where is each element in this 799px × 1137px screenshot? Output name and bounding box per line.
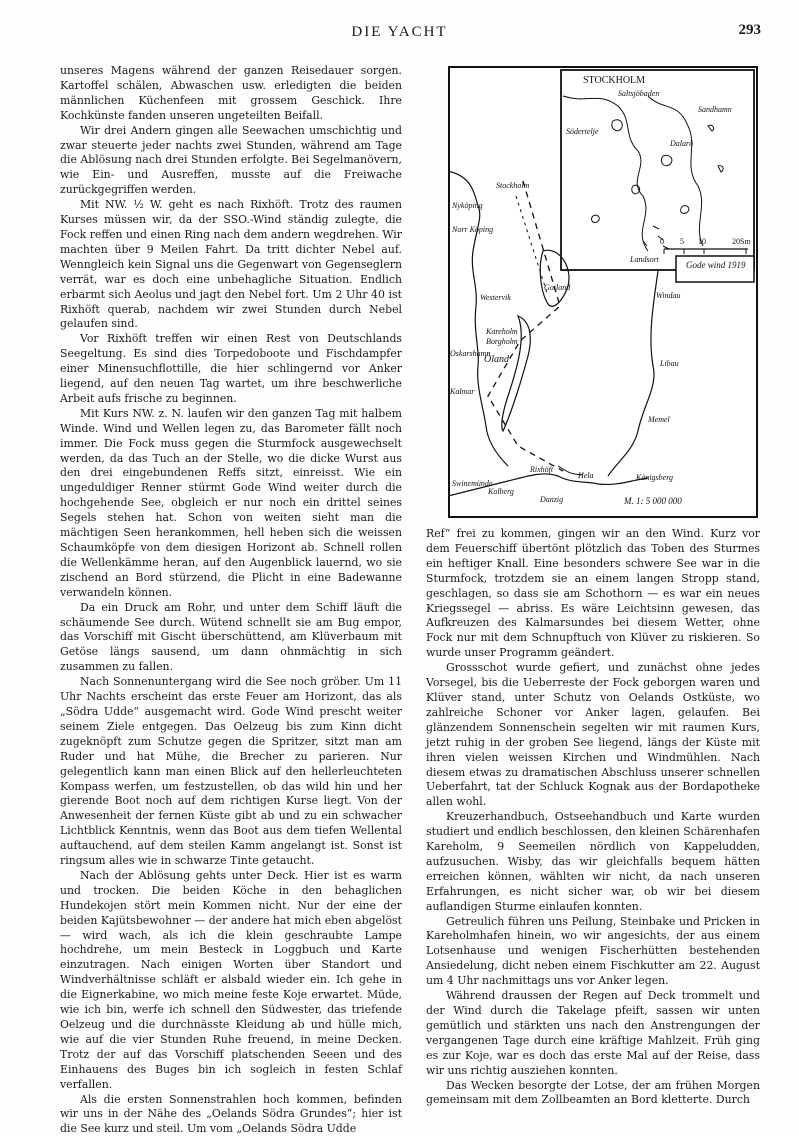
map-label: Hela [578,471,594,480]
paragraph: Während draussen der Regen auf Deck trommelt und der Wind durch die Takelage pfeift, sassen wir unten gemütlich und stärkten uns nach den Anstrengungen der vergangenen Tage durch eine kräftige Mahlzeit. Früh ging es zur Koje, war es doch das erste Mal auf der Reise, dass wir uns richtig ausziehen konnten. [426,989,760,1077]
paragraph: Ref“ frei zu kommen, gingen wir an den Wind. Kurz vor dem Feuerschiff übertönt plötzlich das Toben des Sturmes ein heftiger Knall. Eine besonders schwere See war in die Sturmfock, trotzdem sie an einem langen Stropp stand, geschlagen, so dass sie am Schothorn — es war ein neues Kriegssegel — abriss. Es wäre Leichtsinn gewesen, das Aufkreuzen des Kalmarsundes bei diesem Wetter, ohne Fock nur mit dem Schnupftuch von Klüver zu riskieren. So wurde unser Programm geändert. [426,527,760,660]
map-label: Sandhamn [698,105,732,114]
map-label: Danzig [540,495,564,504]
map-label: Nyköping [452,201,483,210]
paragraph: Nach Sonnenuntergang wird die See noch gröber. Um 11 Uhr Nachts erscheint das erste Feuer am Horizont, das als „Södra Udde“ ausgemacht wird. Gode Wind prescht weiter seinem Ziele entgegen. Das Oelzeug bis zum Kinn dicht zugeknöpft zum Schutze gegen die Spritzer, sitzt man am Ruder und hat Mühe, die Brecher zu parieren. Nur gelegentlich kann man einen Blick auf den hellerleuchteten Kompass werfen, um festzustellen, ob das wild hin und her gierende Boot noch auf dem richtigen Kurse liegt. Von der Anwesenheit der fernen Küste gibt ab und zu ein schwacher Lichtblick Kenntnis, wenn das Boot aus dem tiefen Wellental auftauchend, auf dem steilen Kamm angelangt ist. Sonst ist ringsum alles wie in schwarze Tinte getaucht. [60,675,402,868]
paragraph: Getreulich führen uns Peilung, Steinbake und Pricken in Kareholmhafen hinein, wo wir angesichts, der aus einem Lotsenhause und wenigen Fischerhütten bestehenden Ansiedelung, dicht neben einem Fischkutter am 22. August um 4 Uhr nachmittags uns vor Anker legen. [426,914,760,988]
right-column [426,527,760,1108]
paragraph: Vor Rixhöft treffen wir einen Rest von Deutschlands Seegeltung. Es sind dies Torpedoboote und Fischdampfer einer Minensuchflottille, die hier schlingernd vor Anker liegend, auf den neuen Tag wartet, um ihre beschwerliche Arbeit aufs frische zu beginnen. [60,332,402,405]
map-label: Gotland [544,283,571,292]
map-label: Landsort [630,255,659,264]
paragraph: Mit NW. ½ W. geht es nach Rixhöft. Trotz des raumen Kurses müssen wir, da der SSO.-Wind ständig zulegte, die Fock reffen und einen Ring nach dem andern wegdrehen. Wir machten über 9 Meilen Fahrt. Da tritt dichter Nebel auf. Wenngleich kein Signal uns die Gegenwart von Gegenseglern verrät, war es doch eine unbehagliche Situation. Endlich erbarmt sich Aeolus und jagt den Nebel fort. Um 2 Uhr 40 ist Rixhöft querab, nachdem wir zwei Stunden durch Nebel gelaufen sind. [60,198,402,331]
map-label: Windau [656,291,681,300]
paragraph: Nach der Ablösung gehts unter Deck. Hier ist es warm und trocken. Die beiden Köche in den behaglichen Hundekojen stört mein Kommen nicht. Nur der eine der beiden Kajütsbewohner — der andere hat mich eben abgelöst — wird wach, als ich die klein geschraubte Lampe hochdrehe, um mein Besteck in Loggbuch und Karte einzutragen. Nach einigen Worten über Standort und Windverhältnisse schläft er alsbald wieder ein. Ich gehe in die Eignerkabine, wo mich meine feste Koje erwartet. Müde, wie ich bin, werfe ich schnell den Südwester, das triefende Oelzeug und die durchnässte Kleidung ab und hülle mich, wie auf die vier Stunden Ruhe freuend, in meine Decken. Trotz der auf das Vorschiff platschenden Seeen und des Einhauens des Buges bin ich sogleich in festen Schlaf verfallen. [60,868,402,1091]
paragraph: Grossschot wurde gefiert, und zunächst ohne jedes Vorsegel, bis die Ueberreste der Fock geborgen waren und Klüver stand, unter Schutz von Oelands Ostküste, wo zahlreiche Schoner vor Anker lagen, gelaufen. Bei glänzendem Sonnenschein segelten wir mit raumen Kurs, jetzt ruhig in der groben See liegend, längs der Küste mit ihren vielen weissen Kirchen und Windmühlen. Nach diesem etwas zu dramatischen Abschluss unserer schnellen Ueberfahrt, tat der Schluck Kognak aus der Bordapotheke allen wohl. [426,661,760,809]
map-scale: M. 1: 5 000 000 [624,496,682,506]
paragraph: Kreuzerhandbuch, Ostseehandbuch und Karte wurden studiert und endlich beschlossen, den kleinen Schärenhafen Kareholm, 9 Seemeilen nördlich von Kappeludden, aufzusuchen. Wisby, das wir gleichfalls bequem hätten erreichen können, wählten wir nicht, da nach unseren Erfahrungen, es nicht sicher war, ob wir bei diesem auflandigen Sturme einlaufen konnten. [426,810,760,913]
map-label: Öland [484,354,509,365]
scale-tick: 20Sm [732,237,751,246]
paragraph: Als die ersten Sonnenstrahlen hoch kommen, befinden wir uns in der Nähe des „Oelands Södra Grundes“; hier ist die See kurz und steil. Um vom „Oelands Södra Udde [60,1092,402,1136]
map-label: Kalmar [450,387,475,396]
stockholm-inset-frame [561,70,754,270]
map-label: Södertelje [566,127,599,136]
scale-tick: 10 [698,237,706,246]
scale-tick: 5 [680,237,684,246]
paragraph: unseres Magens während der ganzen Reisedauer sorgen. Kartoffel schälen, Abwaschen usw. erledigten die beiden männlichen Küchenfeen mit grossem Geschick. Ihre Kochkünste fanden unseren ungeteilten Beifall. [60,64,402,122]
inset-title: STOCKHOLM [583,75,646,86]
map-label: Borgholm [486,337,518,346]
map-label: Memel [648,415,670,424]
left-column [60,64,402,1137]
paragraph: Das Wecken besorgte der Lotse, der am frühen Morgen gemeinsam mit dem Zollbeamten an Bord kletterte. Durch [426,1078,760,1107]
paragraph: Mit Kurs NW. z. N. laufen wir den ganzen Tag mit halbem Winde. Wind und Wellen legen zu, das Barometer fällt noch immer. Die Fock muss gegen die Sturmfock ausgewechselt werden, da das Tuch an der Stelle, wo die dicke Wurst aus den drei eingebundenen Reffs sitzt, einreisst. Wie ein ungeduldiger Renner stürmt Gode Wind weiter durch die hochgehende See, obgleich er nur noch ein drittel seines Segels stehen hat. Schon von weiten sieht man die mächtigen Seen herankommen, hell heben sich die weissen Schaumköpfe von dem diesigen Horizont ab. Schnell rollen die Wellenkämme heran, auf den Augenblick lauernd, wo sie zischend an Bord stürzend, die Plicht in eine Badewanne verwandeln können. [60,406,402,599]
map-label: Westervik [480,293,511,302]
map-label: Dalarö [670,139,694,148]
map-label: Kolberg [488,487,514,496]
map-label: Norr Köping [452,225,494,234]
route-map [448,66,758,518]
page-number: 293 [738,22,761,38]
route-label: Gode wind 1919 [686,260,746,270]
scale-tick: 0 [660,237,664,246]
running-header-title: DIE YACHT [351,24,448,40]
map-label: Swinemünde [452,479,493,488]
map-label: Königsberg [636,473,674,482]
map-label: Kareholm [486,327,518,336]
paragraph: Wir drei Andern gingen alle Seewachen umschichtig und zwar steuerte jeder nachts zwei Stunden, während am Tage die Ablösung nach drei Stunden erfolgte. Bei Segelmanövern, wie Ein- und Ausreffen, musste auf die Freiwache zurückgegriffen werden. [60,123,403,197]
map-label: Stockholm [496,181,530,190]
map-label: Rixhöft [530,465,554,474]
map-label: Saltsjöbaden [618,89,660,98]
map-label: Oskarshamn [450,349,491,358]
paragraph: Da ein Druck am Rohr, und unter dem Schiff läuft die schäumende See durch. Wütend schnellt sie am Bug empor, das Vorschiff mit Gischt überschüttend, am Klüverbaum mit Getöse längs sausend, um dann ohnmächtig in sich zusammen zu fallen. [60,600,402,674]
map-label: Libau [660,359,679,368]
